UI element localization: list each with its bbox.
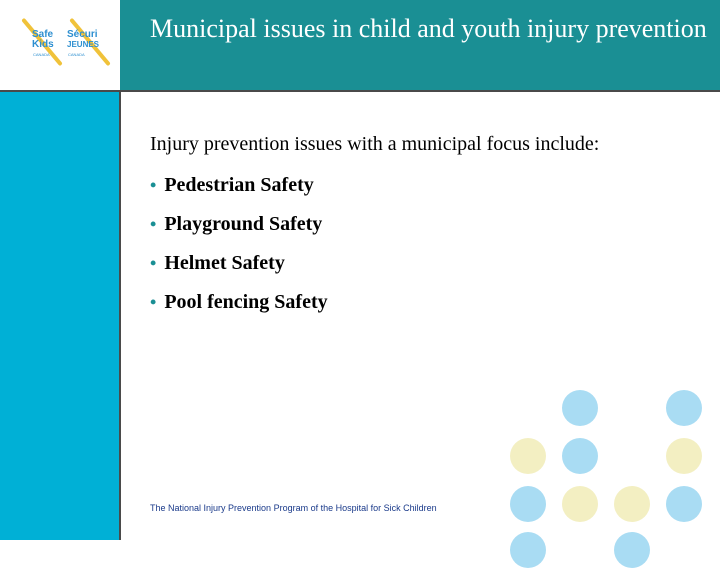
bullet-icon: • [150, 214, 157, 234]
bullet-item [150, 211, 328, 250]
bullet-icon: • [150, 292, 157, 312]
decor-dot [562, 486, 598, 522]
logo-area [0, 0, 120, 90]
sidebar-divider [119, 92, 121, 540]
bullet-text: Helmet Safety [164, 252, 285, 274]
decor-dot [666, 390, 702, 426]
bullet-item [150, 172, 328, 211]
bullet-text: Playground Safety [164, 213, 323, 235]
logo-right-sub: CANADA [68, 52, 85, 57]
decor-dot [510, 532, 546, 568]
slide-intro: Injury prevention issues with a municipal focus include: [150, 133, 600, 155]
logo-left-line1: Safe [32, 29, 54, 40]
bullet-item [150, 250, 328, 289]
bullet-item [150, 289, 328, 328]
decor-dot [510, 438, 546, 474]
bullet-list [150, 172, 328, 328]
bullet-icon: • [150, 175, 157, 195]
logo-left-sub: CANADA [33, 52, 50, 57]
logo-right-line1: Sécuri [67, 29, 98, 40]
decor-dot [510, 486, 546, 522]
logo-right-line2: JEUNES [67, 40, 100, 49]
decor-dot [614, 486, 650, 522]
bullet-icon: • [150, 253, 157, 273]
bullet-text: Pedestrian Safety [164, 174, 314, 196]
decor-dot [614, 532, 650, 568]
slide-title: Municipal issues in child and youth injury prevention [150, 14, 707, 43]
decor-dot [666, 438, 702, 474]
footer-text: The National Injury Prevention Program of the Hospital for Sick Children [150, 503, 437, 513]
logo-left-line2: Kids [32, 39, 54, 50]
bullet-text: Pool fencing Safety [164, 291, 328, 313]
decor-dot [666, 486, 702, 522]
decor-dot [562, 390, 598, 426]
decor-dot [562, 438, 598, 474]
sidebar-panel [0, 92, 119, 540]
